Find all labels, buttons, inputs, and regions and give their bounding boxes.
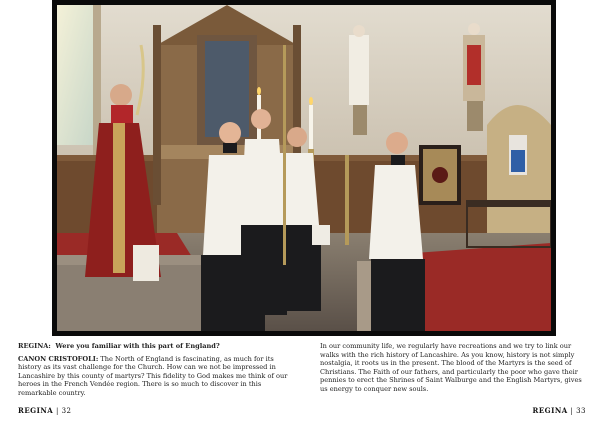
- page-footer-right: [533, 406, 587, 415]
- photo-frame: [52, 0, 556, 336]
- article-right-column: [320, 342, 582, 398]
- page-footer-left: [18, 406, 72, 415]
- answer-speaker: CANON CRISTOFOLI:: [18, 354, 99, 363]
- answer-left-text: The North of England is fascinating, as much for its history as its vast challenge for the Church. How can we not be impressed in Lancashire by this county of martyrs? This fidelity to God makes me think of our heroes in the French Vendée region. There is so much to discover in this remarkable country.: [18, 354, 288, 397]
- article-left-column: [18, 342, 288, 402]
- footer-separator-left: |: [55, 407, 59, 415]
- answer-right-text: In our community life, we regularly have recreations and we try to link our walks with the rich history of Lancashire. As you know, history is not simply nostalgia, it roots us in the present. The blood of the Martyrs is the seed of Christians. The Faith of our fathers, and particularly the poor who gave their pennies to erect the Shrines of Saint Walburge and the English Martyrs, gives us energy to conquer new souls.: [320, 342, 582, 393]
- interview-question: [18, 342, 288, 351]
- question-text: Were you familiar with this part of England?: [55, 342, 220, 350]
- interview-answer-left: [18, 355, 288, 398]
- footer-magazine-right: REGINA: [532, 406, 568, 415]
- question-speaker: REGINA:: [18, 342, 51, 350]
- page-number-right: 33: [576, 407, 586, 415]
- page-number-left: 32: [61, 407, 72, 415]
- footer-separator-right: |: [570, 407, 574, 415]
- photo-illustration: [57, 5, 551, 331]
- church-procession-photo: [57, 5, 551, 331]
- footer-magazine-left: REGINA: [18, 406, 54, 415]
